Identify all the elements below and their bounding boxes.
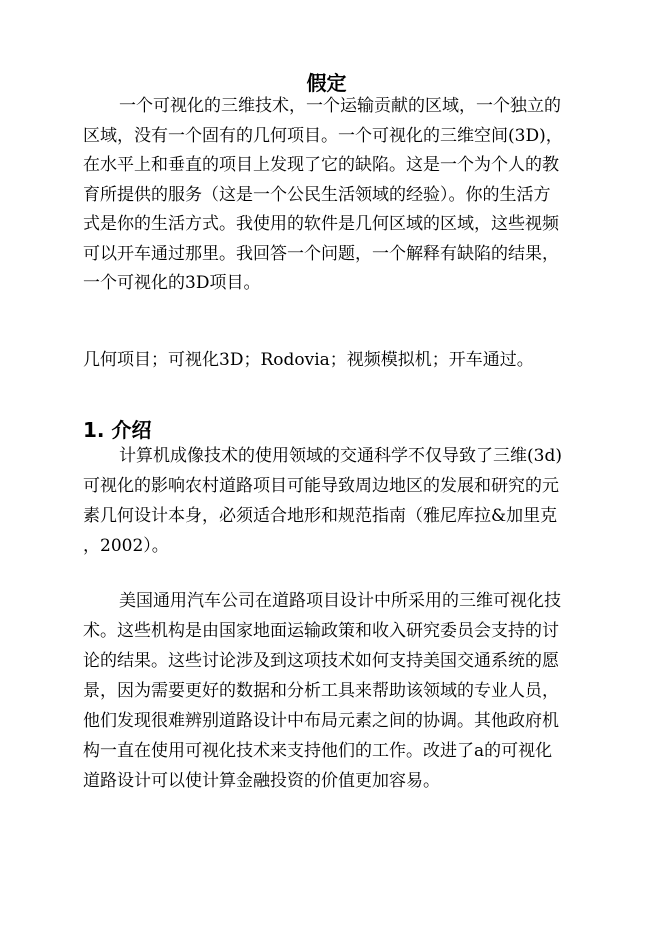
paragraph-line: ，2002）。 bbox=[83, 536, 169, 556]
keywords-line: 几何项目；可视化3D；Rodovia；视频模拟机；开车通过。 bbox=[83, 350, 534, 370]
abstract-line: 区域，没有一个固有的几何项目。一个可视化的三维空间(3D)， bbox=[83, 125, 563, 146]
abstract-line: 育所提供的服务（这是一个公民生活领域的经验）。你的生活方 bbox=[83, 184, 551, 205]
paragraph-line: 论的结果。这些讨论涉及到这项技术如何支持美国交通系统的愿 bbox=[83, 651, 559, 671]
paragraph-line: 道路设计可以使计算金融投资的价值更加容易。 bbox=[83, 771, 440, 791]
abstract-line: 一个可视化的3D项目。 bbox=[83, 273, 261, 293]
paragraph-line: 美国通用汽车公司在道路项目设计中所采用的三维可视化技 bbox=[119, 591, 561, 611]
intro-paragraph-1 bbox=[83, 441, 611, 561]
abstract-line: 一个可视化的三维技术，一个运输贡献的区域，一个独立的 bbox=[119, 96, 561, 116]
section-heading: 1. 介绍 bbox=[83, 418, 152, 442]
intro-paragraph-2 bbox=[83, 586, 611, 796]
abstract-line: 可以开车通过那里。我回答一个问题，一个解释有缺陷的结果， bbox=[83, 243, 559, 264]
paragraph-line: 素几何设计本身，必须适合地形和规范指南（雅尼库拉&加里克 bbox=[83, 506, 558, 526]
paragraph-line: 可视化的影响农村道路项目可能导致周边地区的发展和研究的元 bbox=[83, 476, 559, 496]
abstract-paragraph bbox=[83, 92, 611, 299]
page-title: 假定 bbox=[306, 71, 347, 95]
abstract-line: 在水平上和垂直的项目上发现了它的缺陷。这是一个为个人的教 bbox=[83, 155, 559, 175]
paragraph-line: 术。这些机构是由国家地面运输政策和收入研究委员会支持的讨 bbox=[83, 621, 559, 641]
paragraph-line: 他们发现很难辨别道路设计中布局元素之间的协调。其他政府机 bbox=[83, 711, 559, 731]
paragraph-line: 构一直在使用可视化技术来支持他们的工作。改进了a的可视化 bbox=[83, 741, 553, 761]
abstract-line: 式是你的生活方式。我使用的软件是几何区域的区域，这些视频 bbox=[83, 214, 559, 234]
paragraph-line: 计算机成像技术的使用领域的交通科学不仅导致了三维(3d) bbox=[119, 446, 562, 466]
paragraph-line: 景，因为需要更好的数据和分析工具来帮助该领域的专业人员， bbox=[83, 681, 559, 701]
